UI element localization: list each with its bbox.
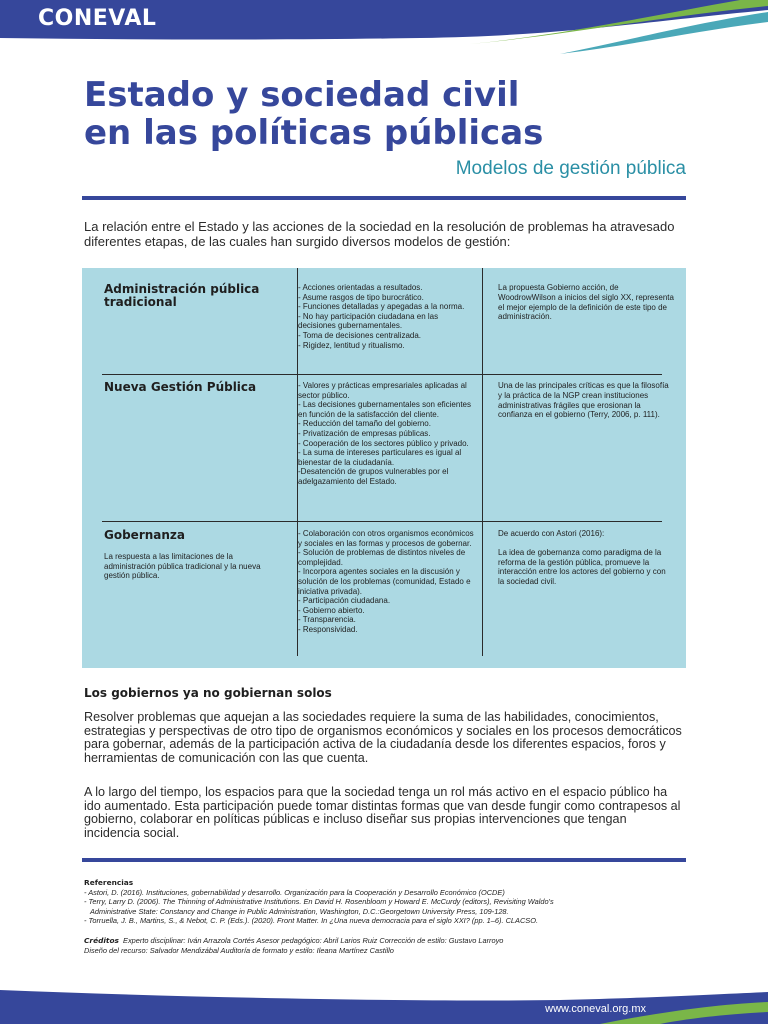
credits-line: Experto disciplinar: Iván Arrazola Cortés Asesor pedagógico: Abril Larios Ruiz Corrección de estilo: Gustavo Larroyo (123, 936, 504, 945)
list-item: - No hay participación ciudadana en las decisiones gubernamentales. (298, 311, 439, 331)
list-item: - Incorpora agentes sociales en la discusión y solución de los problemas (comunidad, Estado e iniciativa privada). (298, 567, 471, 596)
row-comment-cell (498, 283, 674, 322)
list-item: - Acciones orientadas a resultados. (298, 283, 423, 292)
row-features-list (298, 283, 478, 350)
row-comment: De acuerdo con Astori (2016): (498, 529, 605, 538)
section-paragraph: Resolver problemas que aquejan a las sociedades requiere la suma de las habilidades, conocimientos, estrategias y perspectivas de otro tipo de organismos económicos y sociales en los procesos democráticos para gobernar, además de la participación activa de la ciudadanía desde los diferentes espacios, foros y herramientas de comunicación con las que cuenta. (84, 710, 682, 765)
list-item: - Privatización de empresas públicas. (298, 428, 431, 438)
intro-paragraph: La relación entre el Estado y las acciones de la sociedad en la resolución de problemas ha atravesado diferentes etapas, de las cuales han surgido diversos modelos de gestión: (84, 219, 675, 249)
credits-line: Diseño del recurso: Salvador Mendizábal Auditoría de formato y estilo: Ileana Martínez Castillo (84, 945, 394, 955)
list-item: - Participación ciudadana. (298, 596, 391, 606)
list-item: - Responsividad. (298, 624, 358, 634)
row-comment: La propuesta Gobierno acción, de WoodrowWilson a inicios del siglo XX, representa el mejor ejemplo de la definición de este tipo de administración. (498, 283, 674, 322)
row-features-list (298, 381, 478, 487)
footer-background (0, 988, 768, 1024)
section-heading: Los gobiernos ya no gobiernan solos (84, 686, 332, 700)
row-comment-cell (498, 529, 674, 587)
list-item: - Colaboración con otros organismos económicos y sociales en las formas y procesos de gobernar. (298, 529, 474, 548)
references-label: Referencias (84, 878, 134, 887)
list-item: - La suma de intereses particulares es igual al bienestar de la ciudadanía. (298, 448, 462, 467)
footer-band (0, 988, 768, 1024)
list-item: - Transparencia. (298, 615, 356, 625)
row-model-cell (104, 381, 274, 394)
title-line-2: en las políticas públicas (84, 113, 544, 153)
list-item: - Cooperación de los sectores público y privado. (298, 438, 469, 448)
row-model-title: Nueva Gestión Pública (104, 380, 257, 394)
coneval-logo[interactable]: CONEVAL (38, 6, 157, 31)
references-divider (82, 858, 686, 862)
list-item: - Funciones detalladas y apegadas a la norma. (298, 302, 465, 312)
reference-item: Administrative State: Constancy and Change in Public Administration, Washington, D.C.:Georgetown University Press, 109-128. (90, 906, 509, 916)
reference-item: - Terry, Larry D. (2006). The Thinning of Administrative Institutions. En David H. Rosenbloom y Howard E. McCurdy (editors), Revisiting Waldo's (84, 897, 554, 907)
list-item: - Reducción del tamaño del gobierno. (298, 419, 431, 429)
website-link[interactable]: www.coneval.org.mx (545, 1003, 646, 1015)
page-subtitle: Modelos de gestión pública (455, 158, 686, 179)
reference-item: - Astori, D. (2016). Instituciones, gobernabilidad y desarrollo. Organización para la Cooperación y Desarrollo Económico (OCDE) (84, 887, 505, 897)
list-item: - Rigidez, lentitud y ritualismo. (298, 340, 405, 350)
page-title (84, 76, 704, 152)
row-comment: Una de las principales críticas es que la filosofía y la práctica de la NGP crean instituciones administrativas frágiles que erosionan la confianza en el gobierno (Terry, 2006, p. 111). (498, 381, 669, 420)
models-table (82, 268, 686, 668)
row-model-cell (104, 529, 274, 581)
title-line-1: Estado y sociedad civil (84, 75, 520, 115)
row-comment: La idea de gobernanza como paradigma de la reforma de la gestión pública, promueve la interacción entre los actores del gobierno y con la sociedad civil. (498, 547, 666, 587)
row-model-note: La respuesta a las limitaciones de la administración pública tradicional y la nueva gestión pública. (104, 552, 261, 580)
row-divider (102, 521, 662, 522)
column-divider (482, 268, 483, 656)
row-model-title: Administración pública tradicional (104, 282, 260, 309)
row-divider (102, 374, 662, 375)
list-item: - Solución de problemas de distintos niveles de complejidad. (298, 548, 466, 567)
list-item: -Desatención de grupos vulnerables por el adelgazamiento del Estado. (298, 467, 449, 486)
list-item: - Las decisiones gubernamentales son eficientes en función de la satisfacción del cliente. (298, 400, 471, 419)
row-comment-cell (498, 381, 674, 420)
list-item: - Gobierno abierto. (298, 605, 365, 615)
list-item: - Toma de decisiones centralizada. (298, 330, 422, 340)
header-band (0, 0, 768, 58)
reference-item: - Torruella, J. B., Martins, S., & Nebot, C. P. (Eds.). (2020). Front Matter. In ¿Una nueva democracia para el siglo XXI? (pp. 1–6). CLACSO. (84, 916, 539, 926)
title-divider (82, 196, 686, 200)
credits-label: Créditos (84, 936, 119, 945)
row-features-list (298, 529, 478, 635)
credits (84, 936, 688, 955)
row-model-cell (104, 283, 274, 309)
row-model-title: Gobernanza (104, 528, 186, 542)
section-paragraph: A lo largo del tiempo, los espacios para que la sociedad tenga un rol más activo en el espacio público ha ido aumentado. Esta participación puede tomar distintas formas que van desde fungir como contrapesos al gobierno, colaborar en políticas públicas e incluso diseñar sus propias intervenciones que tengan incidencia social. (84, 785, 681, 840)
list-item: - Valores y prácticas empresariales aplicadas al sector público. (298, 381, 467, 400)
list-item: - Asume rasgos de tipo burocrático. (298, 292, 424, 302)
references (84, 878, 688, 926)
